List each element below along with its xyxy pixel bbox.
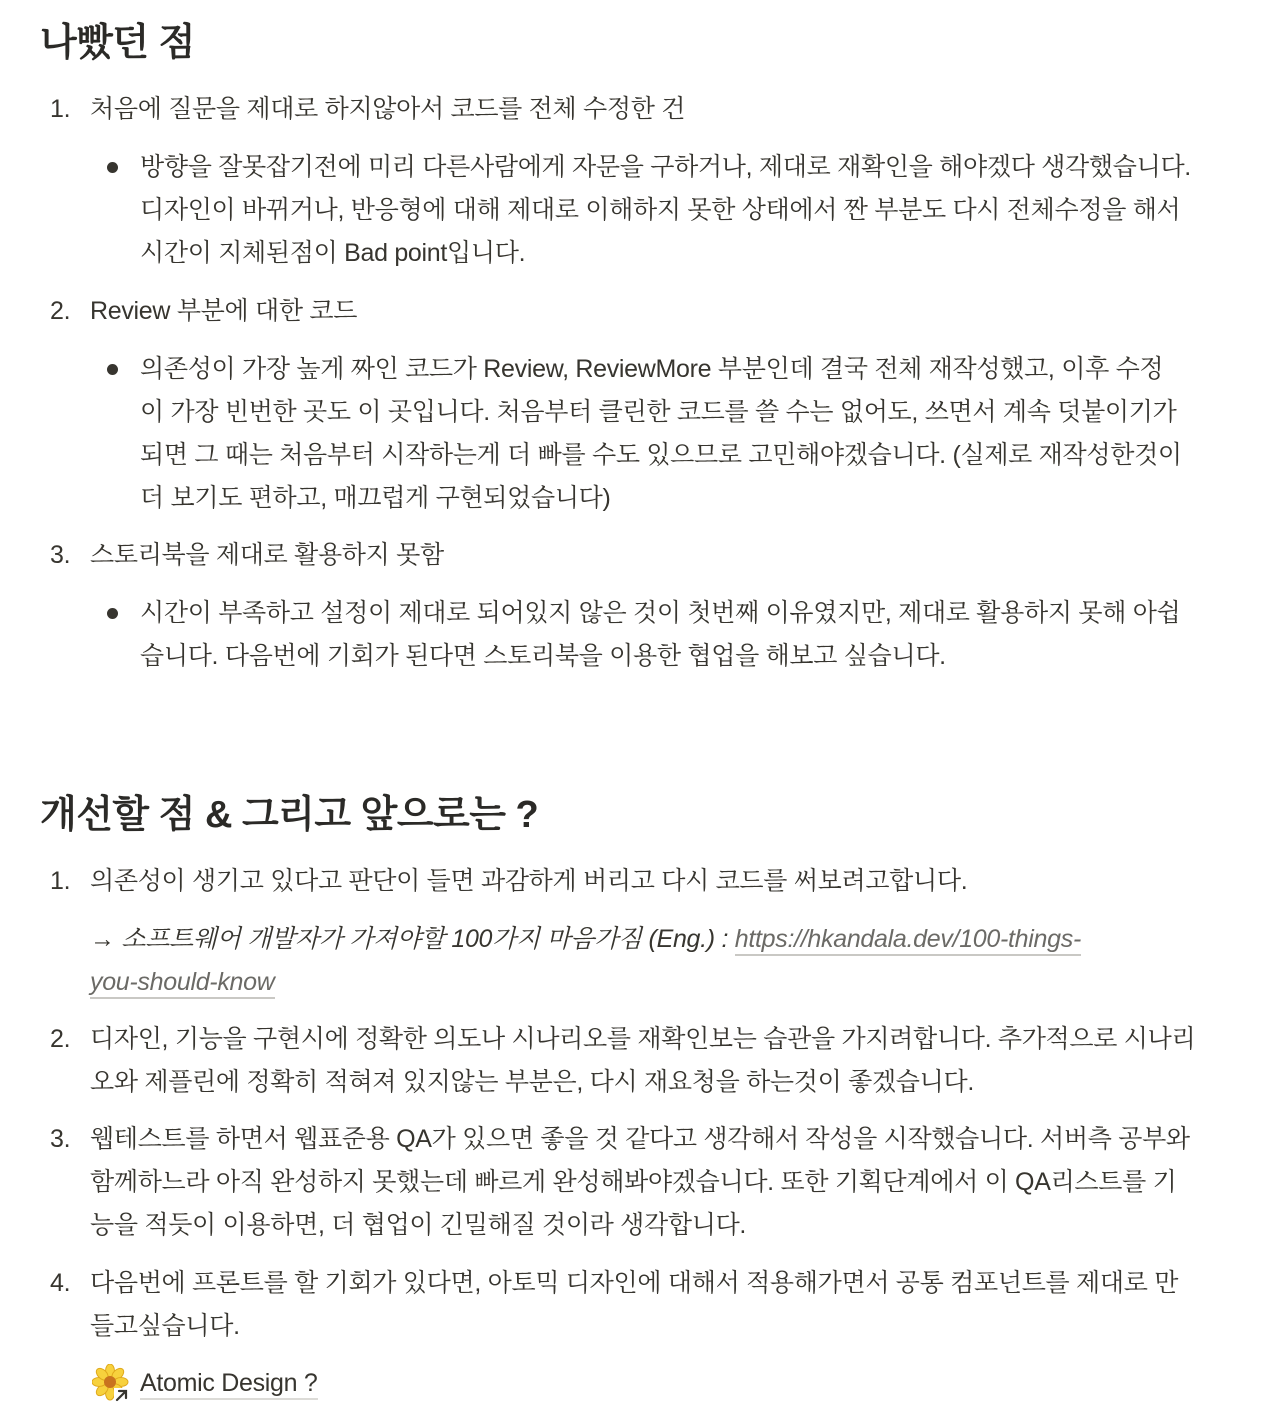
external-link-part1[interactable]: https://hkandala.dev/100-things-	[735, 925, 1081, 956]
bullet-line: 디자인이 바뀌거나, 반응형에 대해 제대로 이해하지 못한 상태에서 짠 부분도 다시 전체수정을 해서	[140, 196, 1181, 224]
page-link-label[interactable]: Atomic Design ?	[140, 1369, 318, 1400]
list-number: 3.	[50, 541, 71, 569]
list-line: 웹테스트를 하면서 웹표준용 QA가 있으면 좋을 것 같다고 생각해서 작성을 시작했습니다. 서버측 공부와	[90, 1125, 1190, 1153]
bullet-line: 더 보기도 편하고, 매끄럽게 구현되었습니다)	[140, 484, 611, 512]
arrow-icon: →	[90, 925, 115, 953]
bullet-line: 시간이 부족하고 설정이 제대로 되어있지 않은 것이 첫번째 이유였지만, 제대로 활용하지 못해 아쉽	[140, 599, 1181, 627]
page-link-atomic-design[interactable]	[140, 1362, 318, 1405]
bullet-icon	[107, 364, 118, 375]
section-title-improvements: 개선할 점 & 그리고 앞으로는 ?	[40, 794, 539, 836]
bullet-line: 시간이 지체된점이 Bad point입니다.	[140, 239, 526, 267]
list-number: 1.	[50, 95, 71, 123]
list-item-text: 처음에 질문을 제대로 하지않아서 코드를 전체 수정한 건	[90, 95, 686, 123]
list-item-text: 의존성이 생기고 있다고 판단이 들면 과감하게 버리고 다시 코드를 써보려고합니다.	[90, 867, 968, 895]
section-title-bad-points: 나빴던 점	[40, 22, 195, 64]
list-line: 다음번에 프론트를 할 기회가 있다면, 아토믹 디자인에 대해서 적용해가면서 공통 컴포넌트를 제대로 만	[90, 1269, 1179, 1297]
list-item-text: Review 부분에 대한 코드	[90, 297, 358, 325]
list-number: 4.	[50, 1269, 71, 1297]
bullet-icon	[107, 608, 118, 619]
list-item-text: 스토리북을 제대로 활용하지 못함	[90, 541, 444, 569]
flower-emoji-link-icon[interactable]	[92, 1364, 132, 1404]
bullet-line: 방향을 잘못잡기전에 미리 다른사람에게 자문을 구하거나, 제대로 재확인을 해야겠다 생각했습니다.	[140, 153, 1191, 181]
list-line: 디자인, 기능을 구현시에 정확한 의도나 시나리오를 재확인보는 습관을 가지려합니다. 추가적으로 시나리	[90, 1025, 1196, 1053]
list-line: 오와 제플린에 정확히 적혀져 있지않는 부분은, 다시 재요청을 하는것이 좋겠습니다.	[90, 1068, 975, 1096]
bullet-line: 되면 그 때는 처음부터 시작하는게 더 빠를 수도 있으므로 고민해야겠습니다. (실제로 재작성한것이	[140, 441, 1182, 469]
list-line: 들고싶습니다.	[90, 1312, 240, 1340]
reference-title: 소프트웨어 개발자가 가져야할 100가지 마음가짐 (Eng.) :	[121, 925, 735, 953]
list-line: 함께하느라 아직 완성하지 못했는데 빠르게 완성해봐야겠습니다. 또한 기획단계에서 이 QA리스트를 기	[90, 1168, 1177, 1196]
bullet-line: 습니다. 다음번에 기회가 된다면 스토리북을 이용한 협업을 해보고 싶습니다.	[140, 642, 946, 670]
bullet-line: 이 가장 빈번한 곳도 이 곳입니다. 처음부터 클린한 코드를 쓸 수는 없어도, 쓰면서 계속 덧붙이기가	[140, 398, 1177, 426]
list-number: 2.	[50, 1025, 71, 1053]
list-line: 능을 적듯이 이용하면, 더 협업이 긴밀해질 것이라 생각합니다.	[90, 1211, 747, 1239]
list-number: 1.	[50, 867, 71, 895]
list-number: 3.	[50, 1125, 71, 1153]
bullet-icon	[107, 162, 118, 173]
list-number: 2.	[50, 297, 71, 325]
bullet-line: 의존성이 가장 높게 짜인 코드가 Review, ReviewMore 부분인데 결국 전체 재작성했고, 이후 수정	[140, 355, 1164, 383]
external-link-part2[interactable]: you-should-know	[90, 968, 275, 999]
